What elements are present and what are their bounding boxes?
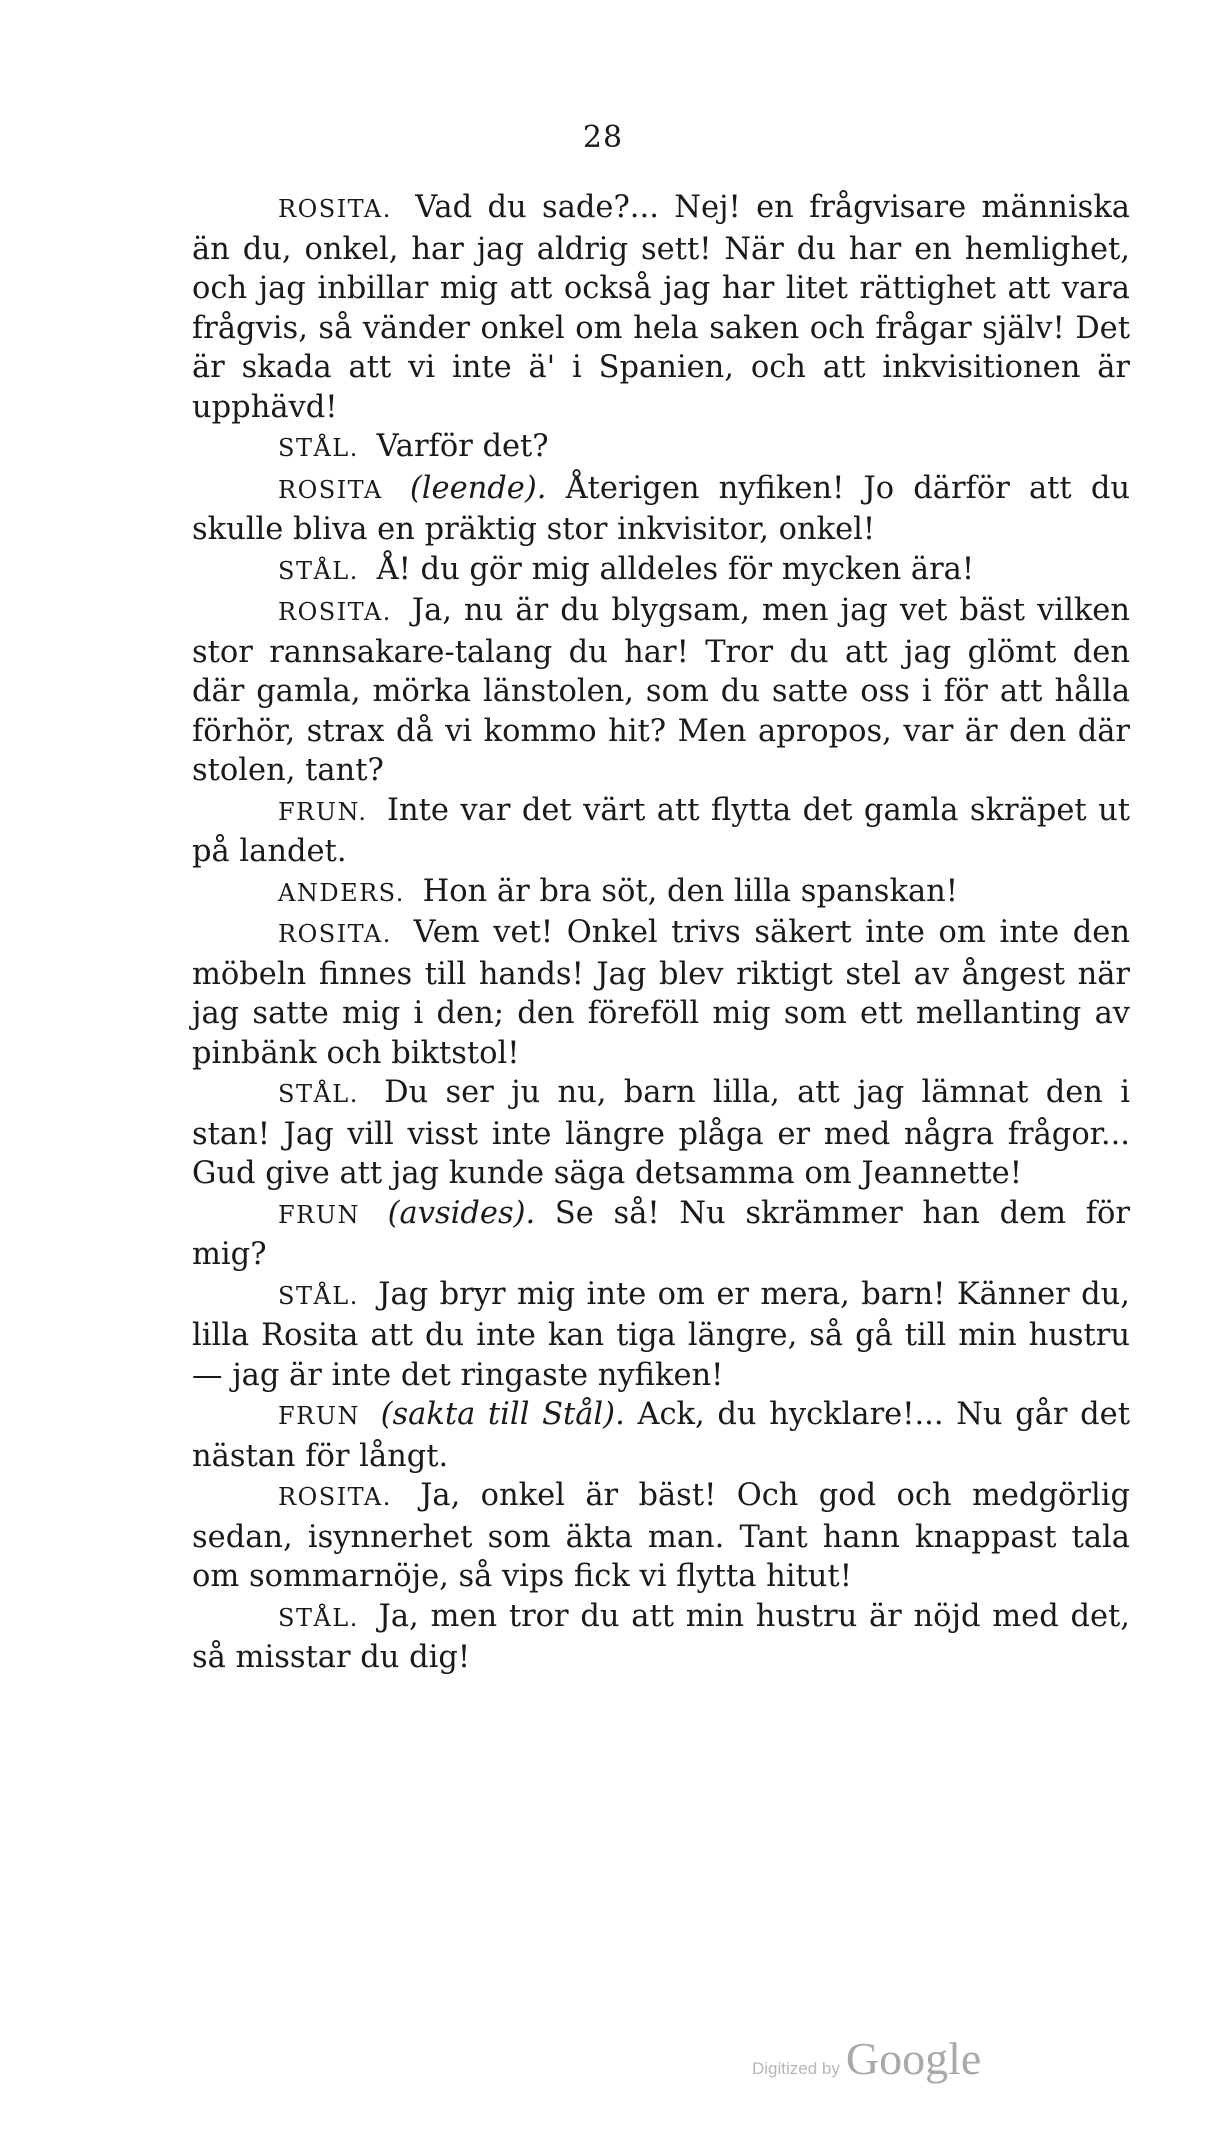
stage-direction: (avsides).	[387, 1195, 536, 1231]
digitized-by-google-watermark	[752, 2032, 981, 2085]
speech-text: Ja, nu är du blygsam, men jag vet bäst vilken stor rannsakare-talang du har! Tror du att jag glömt den där gamla, mörka länstolen, som du satte oss i för att hålla förhör, strax då vi kommo hit? Men apropos, var är den där stolen, tant?	[192, 593, 1130, 788]
dialogue-text	[192, 188, 1130, 1678]
speaker-name: ROSITA	[278, 475, 383, 504]
speech-paragraph	[192, 1275, 1130, 1396]
speech-text: Återigen nyfiken! Jo därför att du skulle bliva en präktig stor inkvisitor, onkel!	[192, 470, 1130, 547]
speech-paragraph	[192, 1194, 1130, 1275]
speech-text: Hon är bra söt, den lilla spanskan!	[422, 873, 959, 909]
speech-text: Ja, onkel är bäst! Och god och medgörlig sedan, isynnerhet som äkta man. Tant hann knappast tala om sommarnöje, så vips fick vi flytta hitut!	[192, 1478, 1131, 1594]
speech-text: Du ser ju nu, barn lilla, att jag lämnat den i stan! Jag vill visst inte längre plåga er med några frågor... Gud give att jag kunde säga detsamma om Jeannette!	[192, 1075, 1130, 1191]
speech-text: Inte var det värt att flytta det gamla skräpet ut på landet.	[192, 792, 1130, 869]
speaker-name: ROSITA.	[278, 195, 392, 223]
speaker-name: FRUN.	[278, 797, 368, 826]
speech-text: Ack, du hycklare!... Nu går det nästan för långt.	[192, 1397, 1130, 1474]
speech-text: Varför det?	[376, 429, 549, 464]
speaker-name: ROSITA.	[278, 1483, 392, 1511]
watermark-prefix: Digitized by	[752, 2059, 840, 2078]
speech-paragraph	[192, 591, 1130, 791]
speaker-name: STÅL.	[278, 1080, 359, 1108]
speaker-name: STÅL.	[278, 434, 359, 462]
speech-paragraph	[192, 1395, 1130, 1476]
speech-paragraph	[192, 1476, 1130, 1597]
speaker-name: STÅL.	[278, 1281, 359, 1310]
speech-paragraph	[192, 469, 1130, 550]
speaker-name: ANDERS.	[278, 878, 405, 907]
speech-text: Vem vet! Onkel trivs säkert inte om inte den möbeln finnes till hands! Jag blev riktigt stel av ångest när jag satte mig i den; den föreföll mig som ett mellanting av pinbänk och biktstol!	[192, 915, 1131, 1071]
speaker-name: ROSITA.	[278, 598, 392, 626]
speaker-name: ROSITA.	[278, 920, 392, 948]
speech-paragraph	[192, 550, 1130, 592]
speaker-name: FRUN	[278, 1200, 360, 1229]
speech-text: Ja, men tror du att min hustru är nöjd med det, så misstar du dig!	[192, 1598, 1131, 1675]
speech-text: Vad du sade?... Nej! en frågvisare människa än du, onkel, har jag aldrig sett! När du har en hemlighet, och jag inbillar mig att också jag har litet rättighet att vara frågvis, så vänder onkel om hela saken och frågar själv! Det är skada att vi inte ä' i Spanien, och att inkvisitionen är upphävd!	[192, 190, 1130, 425]
speech-paragraph	[192, 1597, 1130, 1678]
speech-paragraph	[192, 791, 1130, 872]
stage-direction: (leende).	[409, 470, 547, 506]
speech-text: Å! du gör mig alldeles för mycken ära!	[376, 551, 975, 587]
speech-text: Se så! Nu skrämmer han dem för mig?	[192, 1195, 1130, 1272]
speech-paragraph	[192, 1073, 1130, 1194]
speaker-name: STÅL.	[278, 556, 359, 585]
speaker-name: FRUN	[278, 1402, 360, 1430]
speech-paragraph	[192, 913, 1130, 1073]
speech-paragraph	[192, 872, 1130, 914]
speech-paragraph	[192, 188, 1130, 427]
speaker-name: STÅL.	[278, 1603, 359, 1632]
stage-direction: (sakta till Stål).	[380, 1397, 625, 1432]
speech-paragraph	[192, 427, 1130, 469]
speech-text: Jag bryr mig inte om er mera, barn! Känner du, lilla Rosita att du inte kan tiga längre, så gå till min hustru — jag är inte det ringaste nyfiken!	[192, 1276, 1130, 1393]
page-number: 28	[582, 120, 624, 155]
google-logo: Google	[845, 2033, 982, 2084]
